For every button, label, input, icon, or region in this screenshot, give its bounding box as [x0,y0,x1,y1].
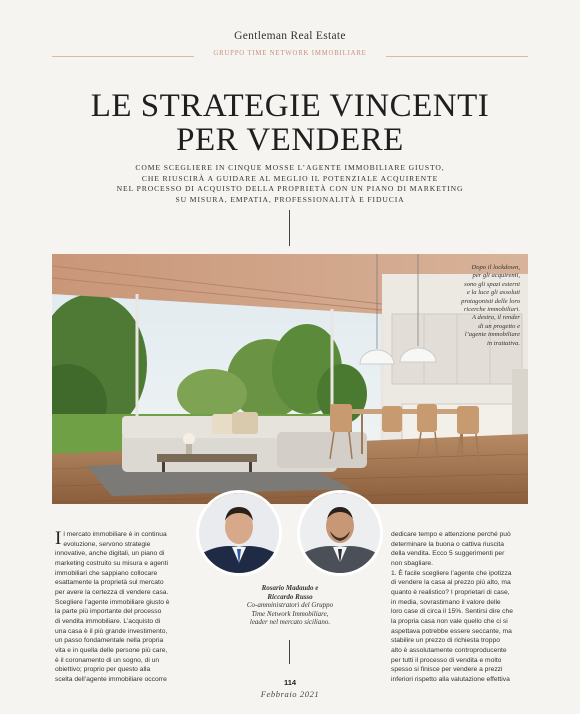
author-portrait-madaudo [196,490,282,576]
body-line: un passo fondamentale nella propria [55,637,164,645]
body-line: determinare la buona o cattiva riuscita [391,540,505,548]
caption-line: l’agente immobiliare [464,331,520,339]
page-number: 114 [283,678,297,687]
body-line: Scegliere l’agente immobiliare giusto è [55,598,170,606]
deck-line: CHE RIUSCIRÀ A GUIDARE AL MEGLIO IL POTENZIALE ACQUIRENTE [141,173,439,183]
issue-date: Febbraio 2021 [260,689,320,699]
caption-line: sono gli spazi esterni [464,280,520,288]
body-line: innovative, anche digitali, un piano di [55,550,165,558]
body-line: per avere la certezza di vendere casa. [55,588,169,596]
caption-line: Dopo il lockdown, [471,264,520,271]
body-line: in media, sovrastimano il valore delle [391,598,501,606]
body-line: quanto è realistico? I proprietari di case, [391,588,510,596]
article-deck [70,163,510,205]
author-role: leader nel mercato siciliano. [249,618,331,627]
body-line: inferiori rispetto alla valutazione effettiva [391,675,510,683]
body-line: esattamente la proprietà sul mercato [55,579,164,587]
caption-line: protagonisti delle loro [461,297,520,305]
body-line: non sbagliare. [391,559,434,567]
body-line: immobiliari che sappiano collocare [55,569,158,577]
drop-cap: I [55,528,62,549]
body-line: 1. È facile scegliere l’agente che ipotizza [391,569,512,577]
body-line: spesso si finisce per vendere a prezzi [391,666,503,674]
vertical-rule-top [289,210,290,246]
magazine-brand: Gentleman Real Estate [234,30,346,42]
body-line: evoluzione, servono strategie [63,540,151,548]
author-names: Rosario Madaudo e [261,584,319,592]
deck-line: SU MISURA, EMPATIA, PROFESSIONALITÀ E FIDUCIA [175,194,405,204]
photo-caption [412,264,520,348]
brand-subtitle: GRUPPO TIME NETWORK IMMOBILIARE [213,50,367,57]
interior-photo [52,254,528,504]
caption-line: per gli acquirenti, [472,272,520,280]
body-line: una casa è il più grande investimento, [55,627,168,635]
author-portrait-russo [297,490,383,576]
vertical-rule-bottom [289,640,290,664]
caption-line: in trattativa. [487,339,520,347]
body-column-right [391,530,531,685]
author-role: Time Network Immobiliare, [251,609,329,618]
caption-line: A destra, il render [472,314,520,322]
author-role: Co-amministratori del Gruppo [246,601,334,610]
portrait-illustration [199,493,279,573]
body-line: della vendita. Ecco 5 suggerimenti per [391,550,505,558]
body-line: alto è assolutamente controproducente [391,646,507,654]
body-line: dedicare tempo e attenzione perché può [391,531,511,538]
body-column-left [55,530,199,685]
article-title [40,89,540,157]
deck-line: COME SCEGLIERE IN CINQUE MOSSE L’AGENTE IMMOBILIARE GIUSTO, [135,163,445,172]
body-line: l mercato immobiliare è in continua [63,531,167,538]
body-line: per tutti il processo di vendita e molto [391,656,502,664]
deck-line: NEL PROCESSO DI ACQUISTO DELLA PROPRIETÀ CON UN PIANO DI MARKETING [116,184,464,193]
body-line: è il coronamento di un sogno, di un [55,656,160,664]
divider-right [386,56,528,57]
body-line: aspettava potrebbe essere seccante, ma [391,627,512,635]
body-line: vita e in quella delle persone più care, [55,646,168,654]
body-line: marketing costruito su misura e agenti [55,559,168,567]
caption-line: di un progetto e [478,322,520,330]
body-line: obiettivo; proprio per questo alla [55,666,151,674]
title-line: PER VENDERE [176,122,404,158]
body-line: scelta dell’agente immobiliare occorre [55,675,167,683]
body-line: di vendita immobiliare. L’acquisto di [55,617,161,625]
body-line: stabilire un prezzo di richiesta troppo [391,637,500,645]
title-line: LE STRATEGIE VINCENTI [90,88,490,124]
body-line: la propria casa non vale quello che ci si [391,617,508,625]
portrait-illustration [300,493,380,573]
body-line: la parte più importante del processo [55,608,162,616]
body-line: loro case di circa il 15%. Sentirsi dire che [391,608,513,616]
authors-credit [205,584,375,627]
caption-line: e la luce gli assoluti [466,289,520,297]
brand-subtitle-row [52,50,528,62]
caption-line: ricerche immobiliari. [463,306,520,314]
author-names: Riccardo Russo [267,592,313,601]
body-line: di vendere la casa al prezzo più alto, ma [391,579,511,587]
